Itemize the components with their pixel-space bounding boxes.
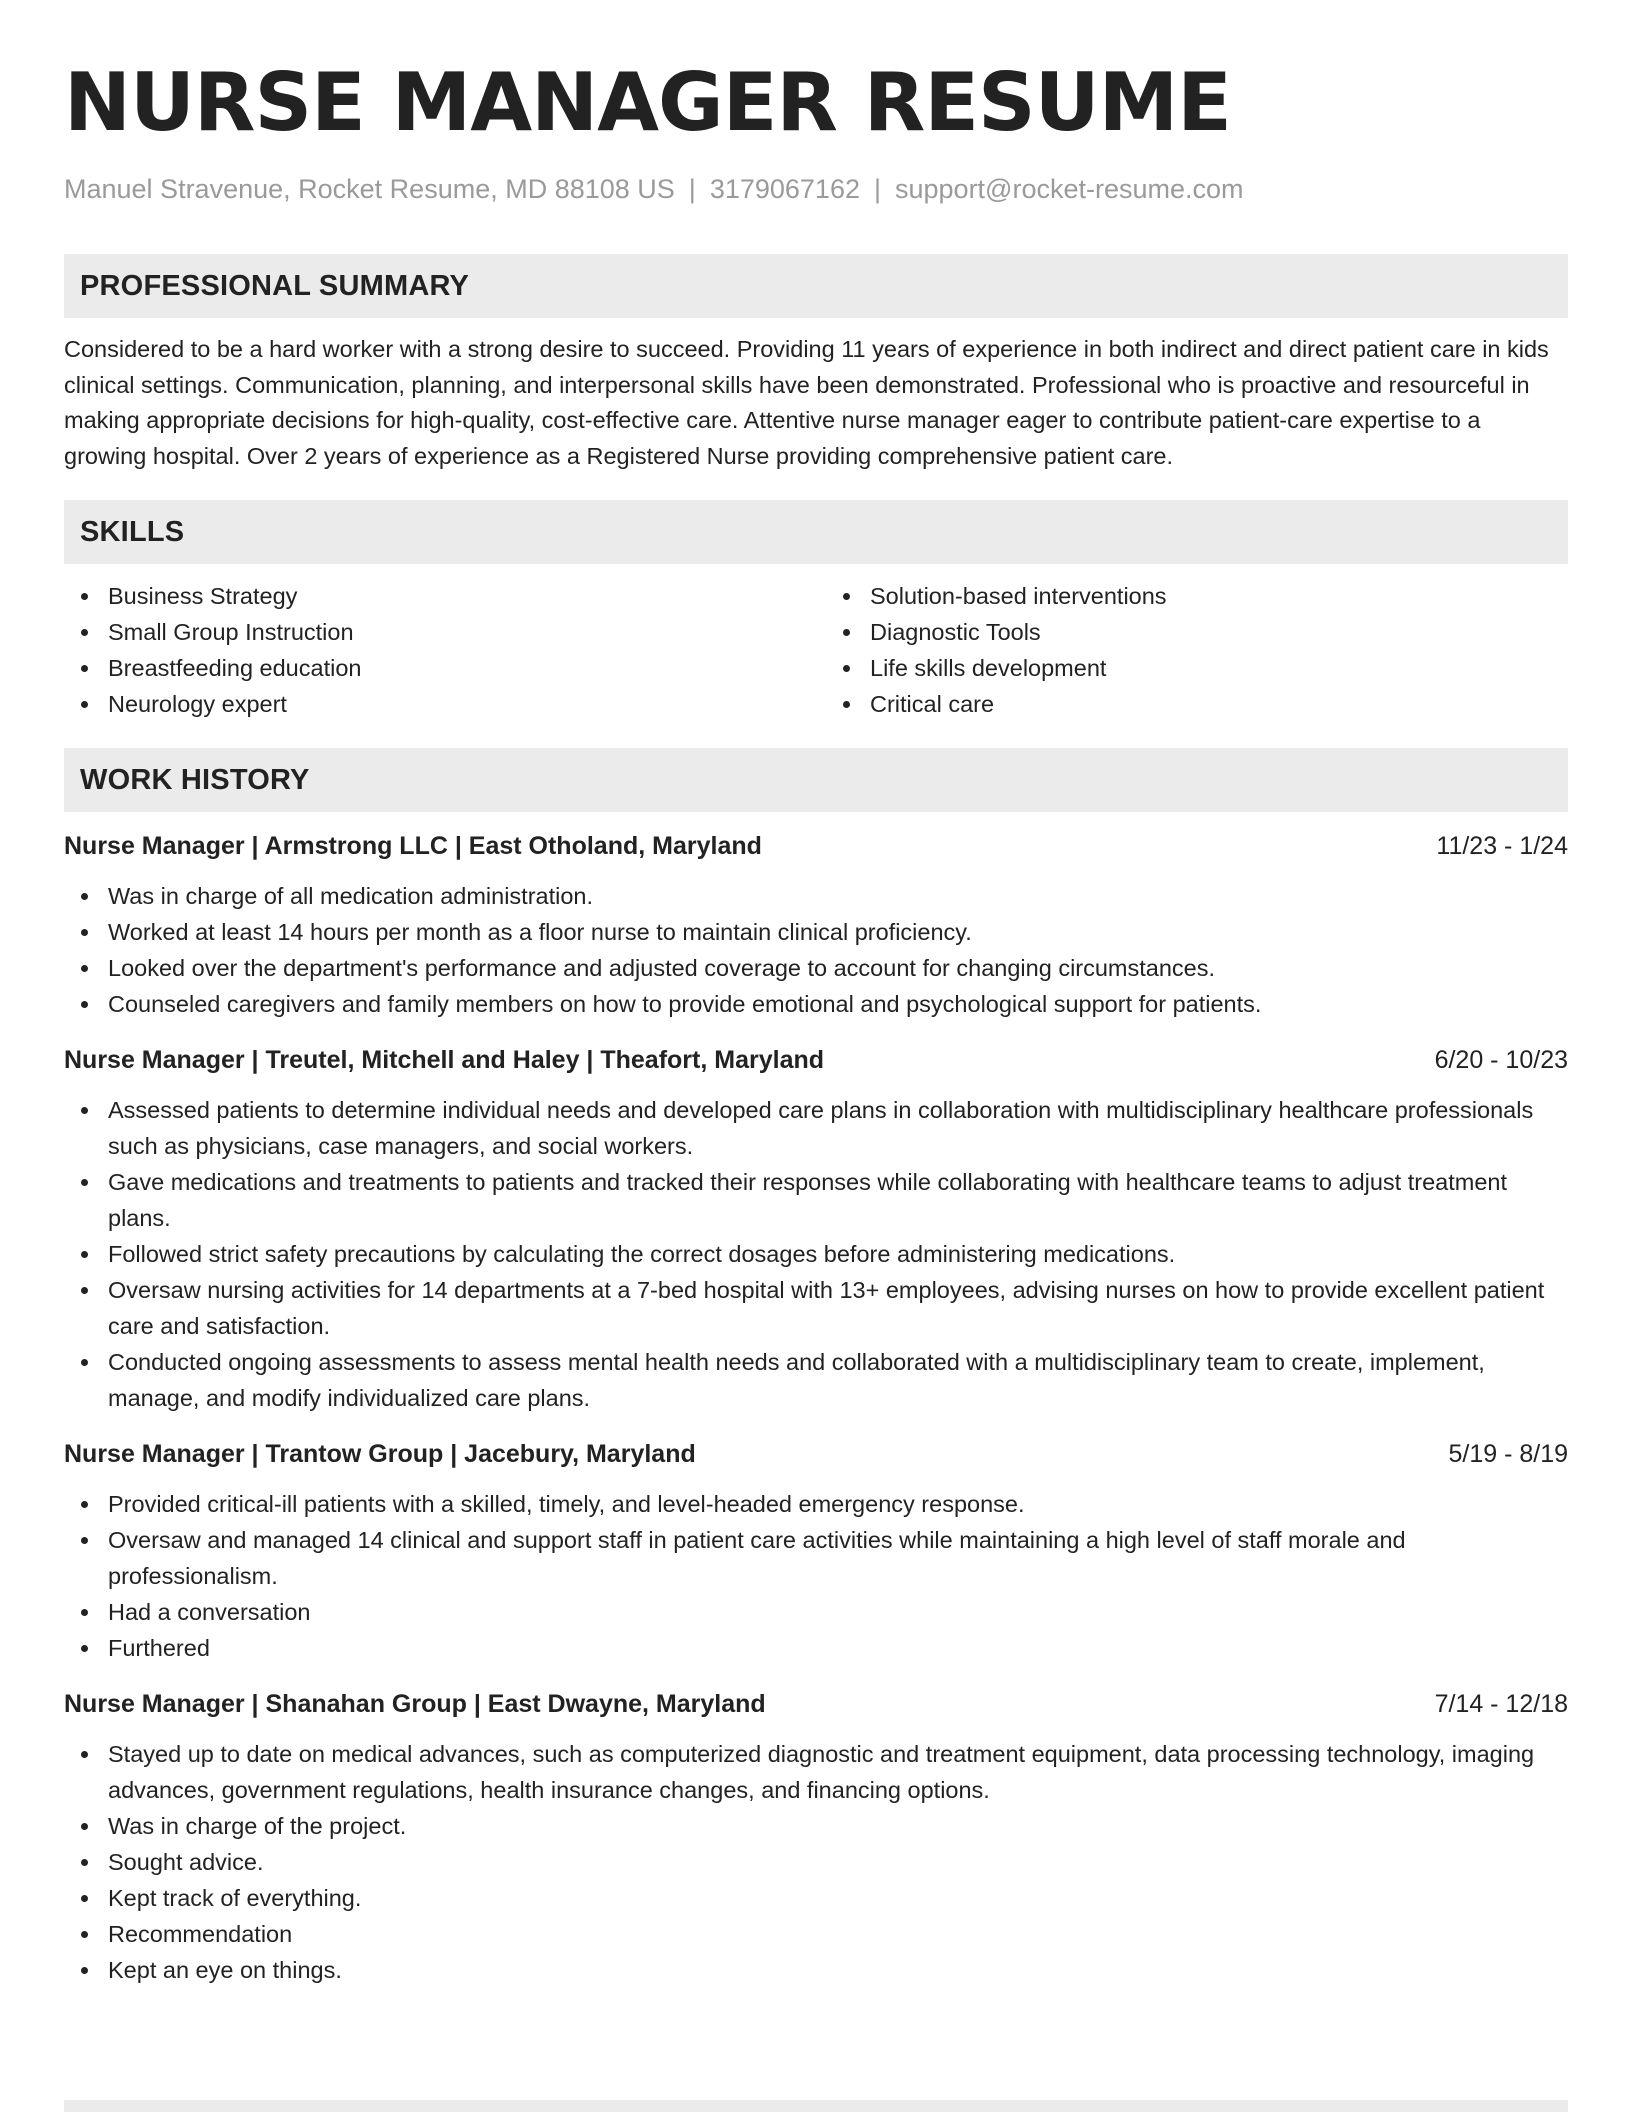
contact-line: [64, 170, 1568, 208]
job-dates: 6/20 - 10/23: [1434, 1046, 1568, 1075]
job-bullet: Was in charge of the project.: [64, 1808, 1568, 1844]
skill-item: Life skills development: [826, 650, 1568, 686]
job-bullet: Oversaw and managed 14 clinical and support staff in patient care activities while maintaining a high level of staff morale and professionalism.: [64, 1522, 1568, 1594]
job-bullet: Followed strict safety precautions by calculating the correct dosages before administering medications.: [64, 1236, 1568, 1272]
job-bullets: [64, 1486, 1568, 1666]
contact-email: support@rocket-resume.com: [895, 174, 1244, 204]
job-dates: 7/14 - 12/18: [1434, 1690, 1568, 1719]
job-bullet: Kept track of everything.: [64, 1880, 1568, 1916]
job-bullet: Gave medications and treatments to patients and tracked their responses while collaborating with healthcare teams to adjust treatment plans.: [64, 1164, 1568, 1236]
professional-summary-heading: PROFESSIONAL SUMMARY: [64, 254, 1568, 318]
job-title: Nurse Manager | Shanahan Group | East Dwayne, Maryland: [64, 1690, 766, 1719]
job-header: [64, 1436, 1568, 1472]
contact-separator: |: [873, 174, 881, 204]
job-header: [64, 828, 1568, 864]
job-bullet: Stayed up to date on medical advances, such as computerized diagnostic and treatment equipment, data processing technology, imaging advances, government regulations, health insurance changes, and financing options.: [64, 1736, 1568, 1808]
job-title: Nurse Manager | Armstrong LLC | East Otholand, Maryland: [64, 832, 762, 861]
job-bullet: Sought advice.: [64, 1844, 1568, 1880]
job-bullets: [64, 1092, 1568, 1416]
work-history-heading: WORK HISTORY: [64, 748, 1568, 812]
skill-item: Breastfeeding education: [64, 650, 806, 686]
job-bullets: [64, 878, 1568, 1022]
job-title: Nurse Manager | Trantow Group | Jacebury, Maryland: [64, 1440, 696, 1469]
skill-item: Critical care: [826, 686, 1568, 722]
skills-heading: SKILLS: [64, 500, 1568, 564]
skills-list: [64, 578, 1568, 722]
resume-page: [64, 52, 1568, 1988]
job-entry: [64, 1436, 1568, 1666]
next-section-band: [64, 2100, 1568, 2112]
skills-column-left: [64, 578, 806, 722]
job-bullet: Worked at least 14 hours per month as a floor nurse to maintain clinical proficiency.: [64, 914, 1568, 950]
job-bullet: Had a conversation: [64, 1594, 1568, 1630]
skill-item: Neurology expert: [64, 686, 806, 722]
job-bullet: Looked over the department's performance and adjusted coverage to account for changing circumstances.: [64, 950, 1568, 986]
job-bullet: Conducted ongoing assessments to assess mental health needs and collaborated with a multidisciplinary team to create, implement, manage, and modify individualized care plans.: [64, 1344, 1568, 1416]
job-bullet: Oversaw nursing activities for 14 departments at a 7-bed hospital with 13+ employees, advising nurses on how to provide excellent patient care and satisfaction.: [64, 1272, 1568, 1344]
contact-address: Manuel Stravenue, Rocket Resume, MD 88108 US: [64, 174, 675, 204]
job-title: Nurse Manager | Treutel, Mitchell and Haley | Theafort, Maryland: [64, 1046, 825, 1075]
job-entry: [64, 828, 1568, 1022]
job-dates: 5/19 - 8/19: [1448, 1440, 1568, 1469]
job-bullet: Was in charge of all medication administration.: [64, 878, 1568, 914]
skill-item: Diagnostic Tools: [826, 614, 1568, 650]
skill-item: Business Strategy: [64, 578, 806, 614]
professional-summary-text: Considered to be a hard worker with a strong desire to succeed. Providing 11 years of experience in both indirect and direct patient care in kids clinical settings. Communication, planning, and interpersonal skills have been demonstrated. Professional who is proactive and resourceful in making appropriate decisions for high-quality, cost-effective care. Attentive nurse manager eager to contribute patient-care expertise to a growing hospital. Over 2 years of experience as a Registered Nurse providing comprehensive patient care.: [64, 336, 1549, 469]
job-dates: 11/23 - 1/24: [1436, 832, 1568, 861]
skill-item: Solution-based interventions: [826, 578, 1568, 614]
work-history-list: [64, 828, 1568, 1988]
contact-phone: 3179067162: [709, 174, 860, 204]
skill-item: Small Group Instruction: [64, 614, 806, 650]
job-bullet: Counseled caregivers and family members on how to provide emotional and psychological support for patients.: [64, 986, 1568, 1022]
job-bullet: Furthered: [64, 1630, 1568, 1666]
job-bullet: Provided critical-ill patients with a skilled, timely, and level-headed emergency response.: [64, 1486, 1568, 1522]
resume-title: NURSE MANAGER RESUME: [64, 56, 1231, 149]
job-bullets: [64, 1736, 1568, 1988]
job-bullet: Assessed patients to determine individual needs and developed care plans in collaboration with multidisciplinary healthcare professionals such as physicians, case managers, and social workers.: [64, 1092, 1568, 1164]
job-header: [64, 1686, 1568, 1722]
job-bullet: Recommendation: [64, 1916, 1568, 1952]
job-bullet: Kept an eye on things.: [64, 1952, 1568, 1988]
skills-column-right: [826, 578, 1568, 722]
job-header: [64, 1042, 1568, 1078]
contact-separator: |: [688, 174, 696, 204]
job-entry: [64, 1686, 1568, 1988]
job-entry: [64, 1042, 1568, 1416]
